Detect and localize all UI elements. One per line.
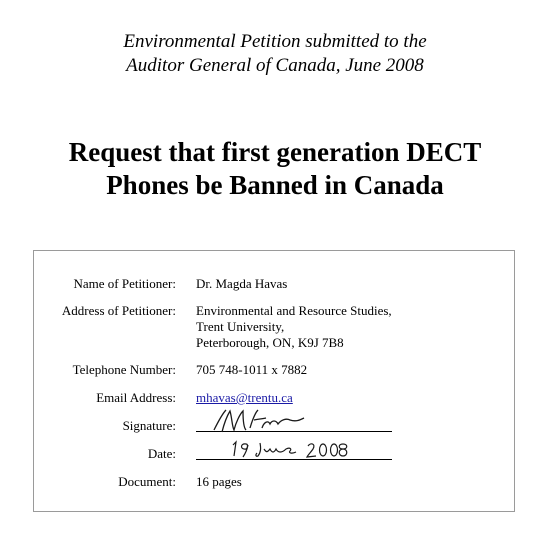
document-label: Document: (118, 474, 176, 489)
name-label: Name of Petitioner: (73, 276, 176, 291)
email-label: Email Address: (96, 390, 176, 405)
petition-header (0, 30, 550, 78)
address-value (196, 303, 496, 351)
title-line-2: Phones be Banned in Canada (106, 170, 444, 200)
phone-label: Telephone Number: (72, 362, 176, 377)
address-label: Address of Petitioner: (61, 303, 176, 318)
address-line: Environmental and Resource Studies, (196, 303, 392, 318)
date-label: Date: (147, 446, 176, 461)
name-value: Dr. Magda Havas (196, 276, 288, 291)
address-line: Trent University, (196, 319, 285, 334)
petitioner-info-box (33, 250, 515, 512)
email-link[interactable]: mhavas@trentu.ca (196, 390, 293, 405)
document-value: 16 pages (196, 474, 242, 489)
signature-label: Signature: (122, 418, 176, 433)
phone-value: 705 748-1011 x 7882 (196, 362, 308, 377)
document-title (0, 136, 550, 202)
email-value-wrap (196, 390, 496, 406)
title-line-1: Request that first generation DECT (68, 137, 482, 167)
header-line-2: Auditor General of Canada, June 2008 (126, 55, 424, 76)
header-line-1: Environmental Petition submitted to the (123, 31, 427, 52)
address-line: Peterborough, ON, K9J 7B8 (196, 335, 344, 350)
handwritten-signature (210, 406, 310, 436)
handwritten-date (230, 437, 350, 461)
